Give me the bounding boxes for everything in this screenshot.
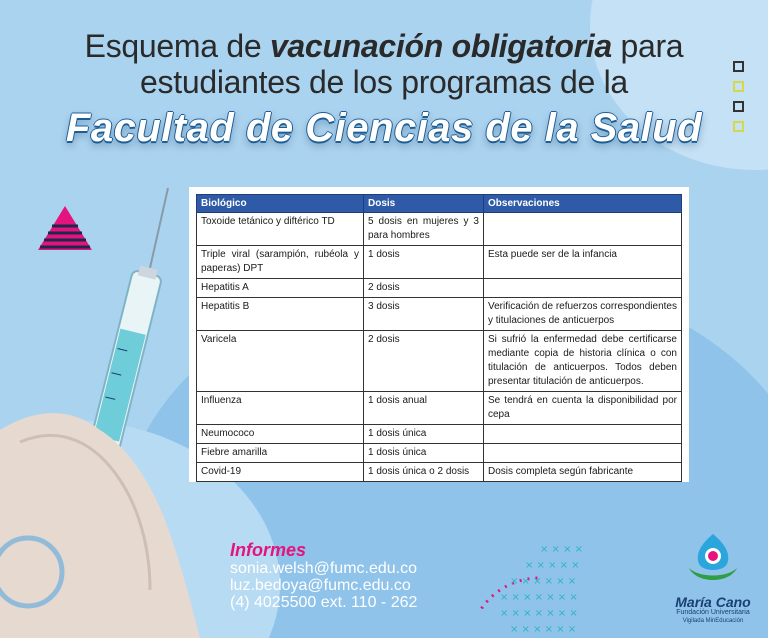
logo-tagline: Vigilada MinEducación <box>682 618 744 624</box>
cell-dosis: 5 dosis en mujeres y 3 para hombres <box>364 213 484 246</box>
contact-info <box>230 540 417 611</box>
svg-text:× × × × × ×: × × × × × × <box>510 576 577 587</box>
cell-biologico: Hepatitis A <box>197 279 364 298</box>
maria-cano-emblem-icon <box>683 528 743 588</box>
cell-observaciones <box>484 213 682 246</box>
svg-text:× × × × × × ×: × × × × × × × <box>500 608 578 619</box>
table-row <box>197 246 682 279</box>
svg-text:× × × ×: × × × × <box>540 544 584 555</box>
cell-observaciones <box>484 279 682 298</box>
table-row <box>197 279 682 298</box>
contact-email-2[interactable]: luz.bedoya@fumc.edu.co <box>230 577 411 594</box>
cell-observaciones: Verificación de refuerzos correspondientes y titulaciones de anticuerpos <box>484 298 682 331</box>
cell-dosis: 3 dosis <box>364 298 484 331</box>
table-row <box>197 463 682 482</box>
logo-subtitle: Fundación Universitaria <box>676 609 750 616</box>
cell-observaciones: Esta puede ser de la infancia <box>484 246 682 279</box>
cell-biologico: Neumococo <box>197 425 364 444</box>
contact-phone: (4) 4025500 ext. 110 - 262 <box>230 594 418 611</box>
cell-dosis: 1 dosis única <box>364 444 484 463</box>
contact-heading: Informes <box>230 540 307 560</box>
table-row <box>197 444 682 463</box>
cell-biologico: Hepatitis B <box>197 298 364 331</box>
header-dosis: Dosis <box>364 195 484 213</box>
table-header-row <box>197 195 682 213</box>
vaccination-table-card <box>189 187 689 482</box>
poster-title <box>0 28 768 150</box>
table-row <box>197 392 682 425</box>
cell-dosis: 2 dosis <box>364 331 484 392</box>
table-row <box>197 331 682 392</box>
cell-biologico: Toxoide tetánico y diftérico TD <box>197 213 364 246</box>
title-line-1: Esquema de vacunación obligatoria para <box>84 28 684 64</box>
title-line-2: estudiantes de los programas de la <box>140 64 628 100</box>
cell-observaciones <box>484 444 682 463</box>
logo-name: María Cano <box>675 594 751 610</box>
table-row <box>197 213 682 246</box>
cell-biologico: Fiebre amarilla <box>197 444 364 463</box>
cell-biologico: Varicela <box>197 331 364 392</box>
cell-dosis: 1 dosis <box>364 246 484 279</box>
cell-observaciones <box>484 425 682 444</box>
cell-biologico: Triple viral (sarampión, rubéola y paperas) DPT <box>197 246 364 279</box>
dot-pattern-icon <box>480 538 640 638</box>
syringe-illustration <box>0 180 200 638</box>
contact-email-1[interactable]: sonia.welsh@fumc.edu.co <box>230 560 417 577</box>
cell-observaciones: Si sufrió la enfermedad debe certificarse mediante copia de historia clínica o con titulación de anticuerpos. Todos deben presentar titulación de anticuerpos. <box>484 331 682 392</box>
header-biologico: Biológico <box>197 195 364 213</box>
cell-dosis: 1 dosis única <box>364 425 484 444</box>
cell-observaciones: Se tendrá en cuenta la disponibilidad por cepa <box>484 392 682 425</box>
table-row <box>197 298 682 331</box>
cell-dosis: 2 dosis <box>364 279 484 298</box>
cell-dosis: 1 dosis única o 2 dosis <box>364 463 484 482</box>
svg-text:× × × × ×: × × × × × <box>525 560 580 571</box>
title-line-3: Facultad de Ciencias de la Salud <box>65 106 703 150</box>
decorative-squares-icon <box>733 61 744 141</box>
table-row <box>197 425 682 444</box>
vaccination-table <box>196 194 682 482</box>
cell-biologico: Influenza <box>197 392 364 425</box>
cell-observaciones: Dosis completa según fabricante <box>484 463 682 482</box>
cell-dosis: 1 dosis anual <box>364 392 484 425</box>
header-observaciones: Observaciones <box>484 195 682 213</box>
maria-cano-logo <box>668 528 758 632</box>
svg-text:× × × × × ×: × × × × × × <box>510 624 577 635</box>
cell-biologico: Covid-19 <box>197 463 364 482</box>
svg-text:× × × × × × ×: × × × × × × × <box>500 592 578 603</box>
